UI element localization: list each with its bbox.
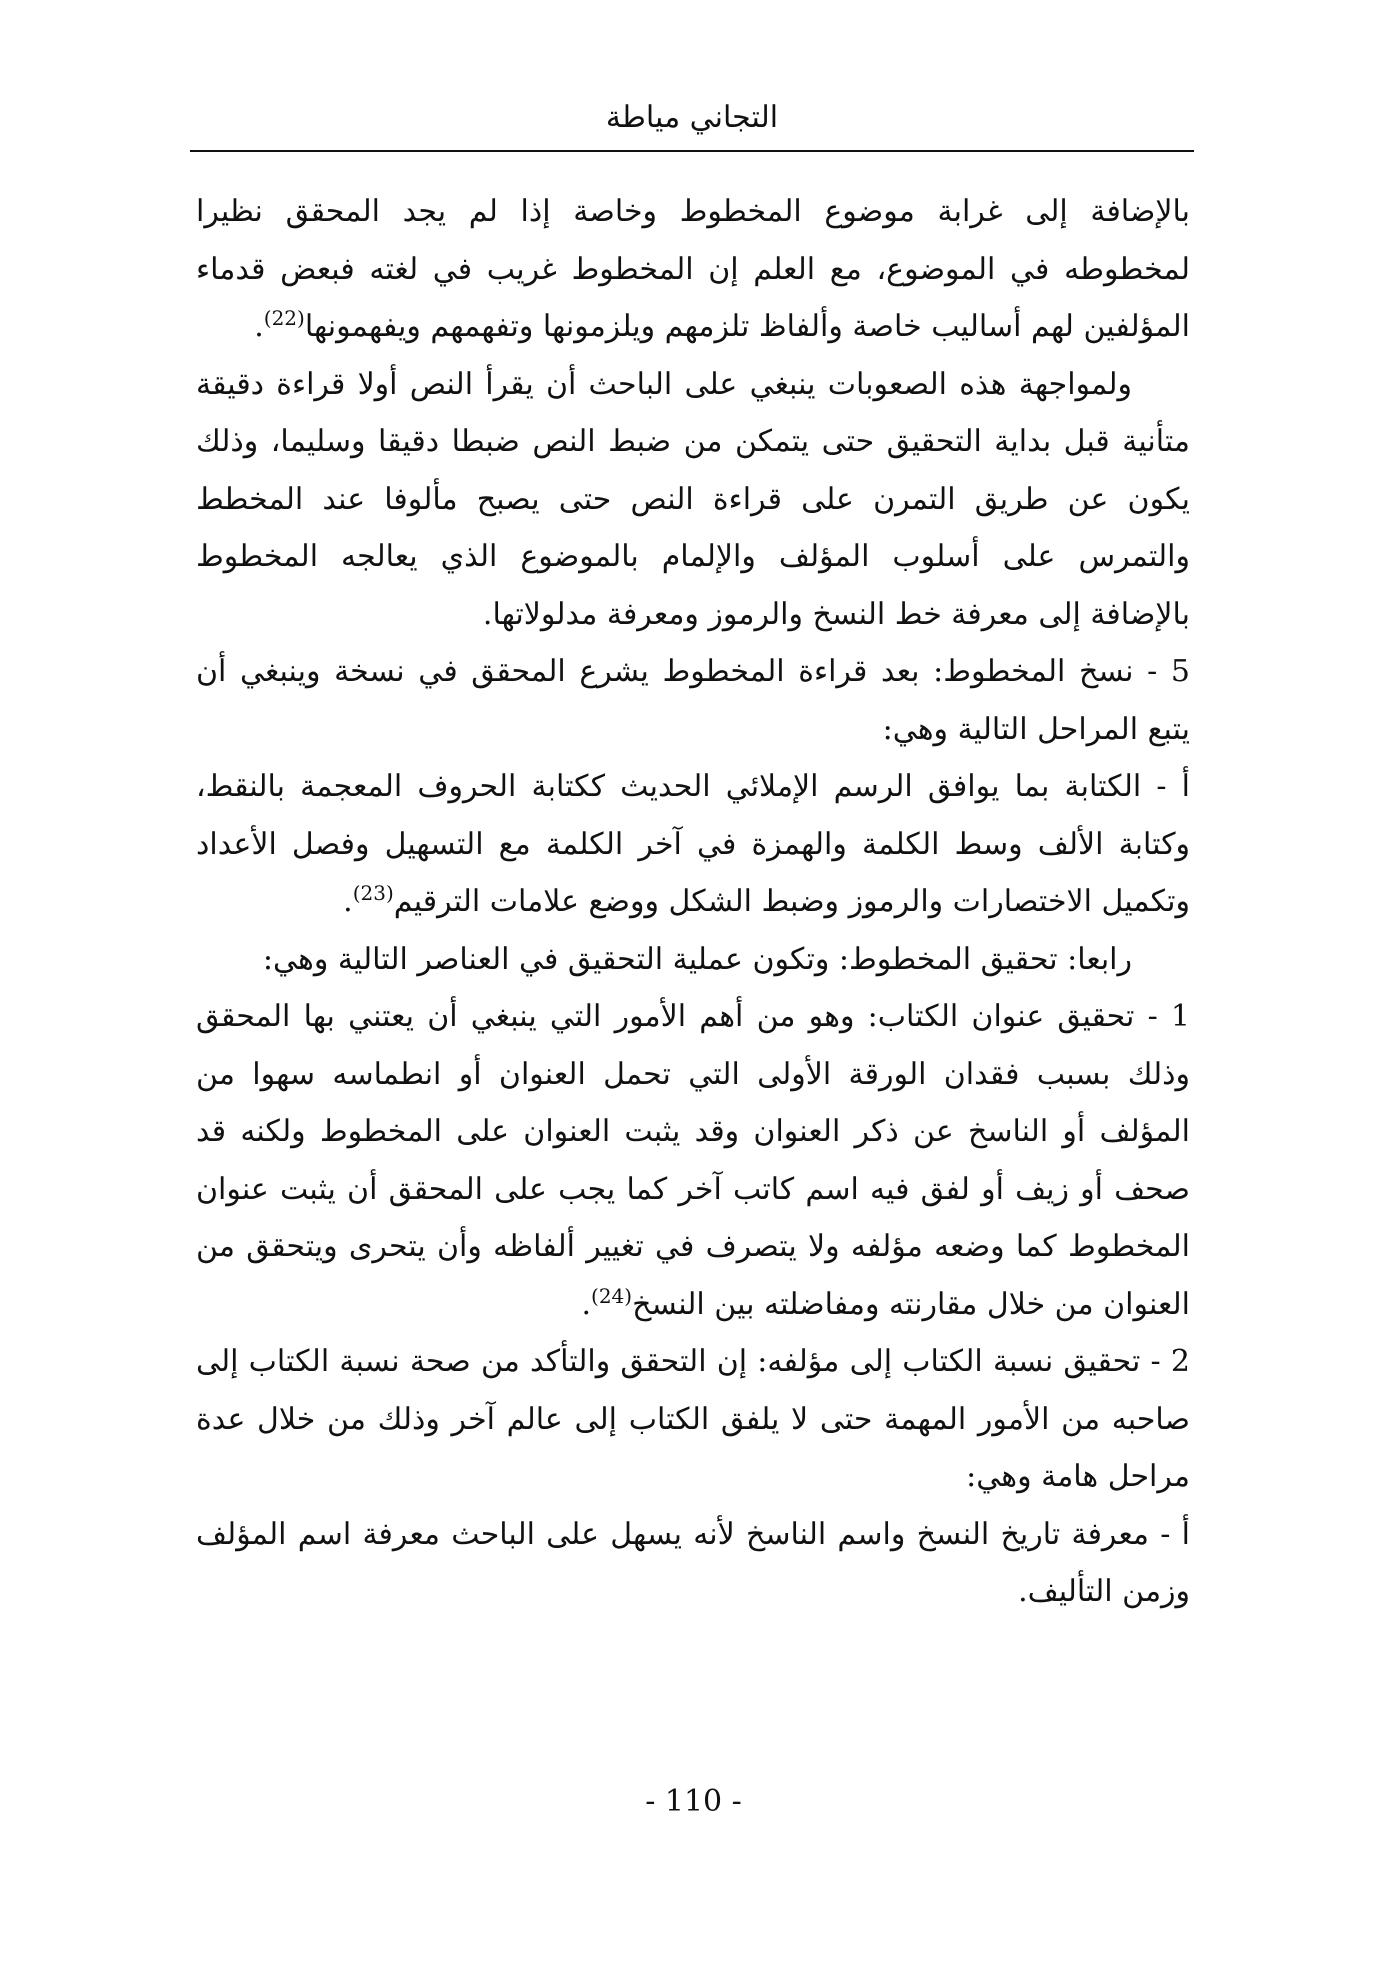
paragraph-6 — [196, 988, 1190, 1333]
paragraph-end: . — [581, 1286, 592, 1322]
paragraph-7 — [196, 1333, 1190, 1506]
page-number: - 110 - — [645, 1784, 742, 1819]
paragraph-text: رابعا: تحقيق المخطوط: وتكون عملية التحقيق في العناصر التالية وهي: — [262, 941, 1132, 977]
header-rule — [190, 150, 1194, 152]
paragraph-4 — [196, 758, 1190, 931]
paragraph-text: أ - الكتابة بما يوافق الرسم الإملائي الحديث ككتابة الحروف المعجمة بالنقط، وكتابة الألف وسط الكلمة والهمزة في آخر الكلمة مع التسهيل وفصل الأعداد وتكميل الاختصارات والرموز وضبط الشكل ووضع علامات الترقيم — [196, 769, 1190, 919]
paragraph-text: أ - معرفة تاريخ النسخ واسم الناسخ لأنه يسهل على الباحث معرفة اسم المؤلف وزمن التأليف. — [196, 1516, 1190, 1609]
section-heading-4 — [196, 931, 1190, 989]
paragraph-text: 5 - نسخ المخطوط: بعد قراءة المخطوط يشرع المحقق في نسخة وينبغي أن يتبع المراحل التالية وهي: — [196, 654, 1190, 747]
paragraph-text: 1 - تحقيق عنوان الكتاب: وهو من أهم الأمور التي ينبغي أن يعتني بها المحقق وذلك بسبب فقدان الورقة الأولى التي تحمل العنوان أو انطماسه سهوا من المؤلف أو الناسخ عن ذكر العنوان وقد يثبت العنوان على المخطوط ولكنه قد صحف أو زيف أو لفق فيه اسم كاتب آخر كما يجب على المحقق أن يثبت عنوان المخطوط كما وضعه مؤلفه ولا يتصرف في تغيير ألفاظه وأن يتحرى ويتحقق من العنوان من خلال مقارنته ومفاضلته بين النسخ — [196, 999, 1190, 1322]
footnote-ref-22[interactable]: (22) — [263, 306, 305, 330]
running-header: التجاني مياطة — [605, 100, 779, 135]
paragraph-end: . — [254, 309, 264, 344]
paragraph-text: ولمواجهة هذه الصعوبات ينبغي على الباحث أن يقرأ النص أولا قراءة دقيقة متأنية قبل بداية التحقيق حتى يتمكن من ضبط النص ضبطا دقيقا وسليما، وذلك يكون عن طريق التمرن على قراءة النص حتى يصبح مألوفا عند المخطط والتمرس على أسلوب المؤلف والإلمام بالموضوع الذي يعالجه المخطوط بالإضافة إلى معرفة خط النسخ والرموز ومعرفة مدلولاتها. — [196, 366, 1190, 632]
footnote-ref-24[interactable]: (24) — [591, 1283, 633, 1308]
paragraph-text: بالإضافة إلى غرابة موضوع المخطوط وخاصة إذا لم يجد المحقق نظيرا لمخطوطه في الموضوع، مع العلم إن المخطوط غريب في لغته فبعض قدماء المؤلفين لهم أساليب خاصة وألفاظ تلزمهم ويلزمونها وتفهمهم ويفهمونها — [196, 194, 1190, 344]
body-text — [196, 183, 1190, 1621]
paragraph-end: . — [343, 884, 353, 919]
footnote-ref-23[interactable]: (23) — [352, 881, 394, 905]
paragraph-text: 2 - تحقيق نسبة الكتاب إلى مؤلفه: إن التحقق والتأكد من صحة نسبة الكتاب إلى صاحبه من الأمور المهمة حتى لا يلفق الكتاب إلى عالم آخر وذلك من خلال عدة مراحل هامة وهي: — [196, 1344, 1190, 1494]
paragraph-8 — [196, 1506, 1190, 1621]
paragraph-1 — [196, 183, 1190, 356]
paragraph-3 — [196, 643, 1190, 758]
paragraph-2 — [196, 356, 1190, 644]
